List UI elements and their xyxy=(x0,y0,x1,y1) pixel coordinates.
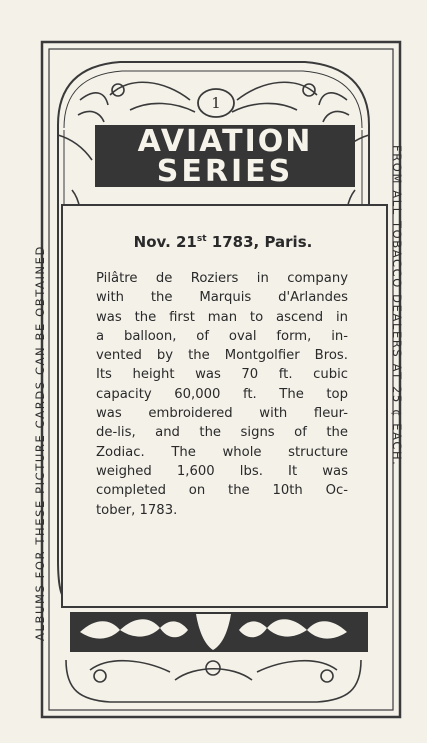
left-margin-text: ALBUMS FOR THESE PICTURE CARDS CAN BE OBTAINED xyxy=(33,245,47,641)
date-heading xyxy=(60,233,386,251)
card-number: 1 xyxy=(211,94,221,112)
body-line: was embroidered with fleur- xyxy=(96,406,348,422)
heading-year-place: 1783, Paris. xyxy=(206,233,313,251)
bottom-scroll-ornament xyxy=(66,660,361,702)
body-line: tober, 1783. xyxy=(96,502,178,518)
body-line: de-lis, and the signs of the xyxy=(96,425,348,441)
series-banner xyxy=(95,125,355,187)
heading-ordinal: st xyxy=(196,234,207,244)
series-title-line2: SERIES xyxy=(156,154,294,189)
body-line: Zodiac. The whole structure xyxy=(96,444,348,460)
body-line: vented by the Montgolfier Bros. xyxy=(96,348,348,364)
series-title-line1: AVIATION xyxy=(137,124,313,159)
body-line: a balloon, of oval form, in- xyxy=(96,328,348,344)
right-margin-text: FROM ALL TOBACCO DEALERS AT 25 ¢ EACH. xyxy=(390,145,404,467)
body-line: capacity 60,000 ft. The top xyxy=(96,386,348,402)
body-line: Pilâtre de Roziers in company xyxy=(96,271,348,286)
heading-date-day: Nov. 21 xyxy=(133,233,197,251)
body-line: Its height was 70 ft. cubic xyxy=(96,367,348,383)
body-line: was the first man to ascend in xyxy=(96,309,348,325)
body-line: completed on the 10th Oc- xyxy=(96,483,348,499)
body-line: with the Marquis d'Arlandes xyxy=(96,290,348,306)
body-line: weighed 1,600 lbs. It was xyxy=(96,463,348,479)
body-text xyxy=(96,269,348,520)
